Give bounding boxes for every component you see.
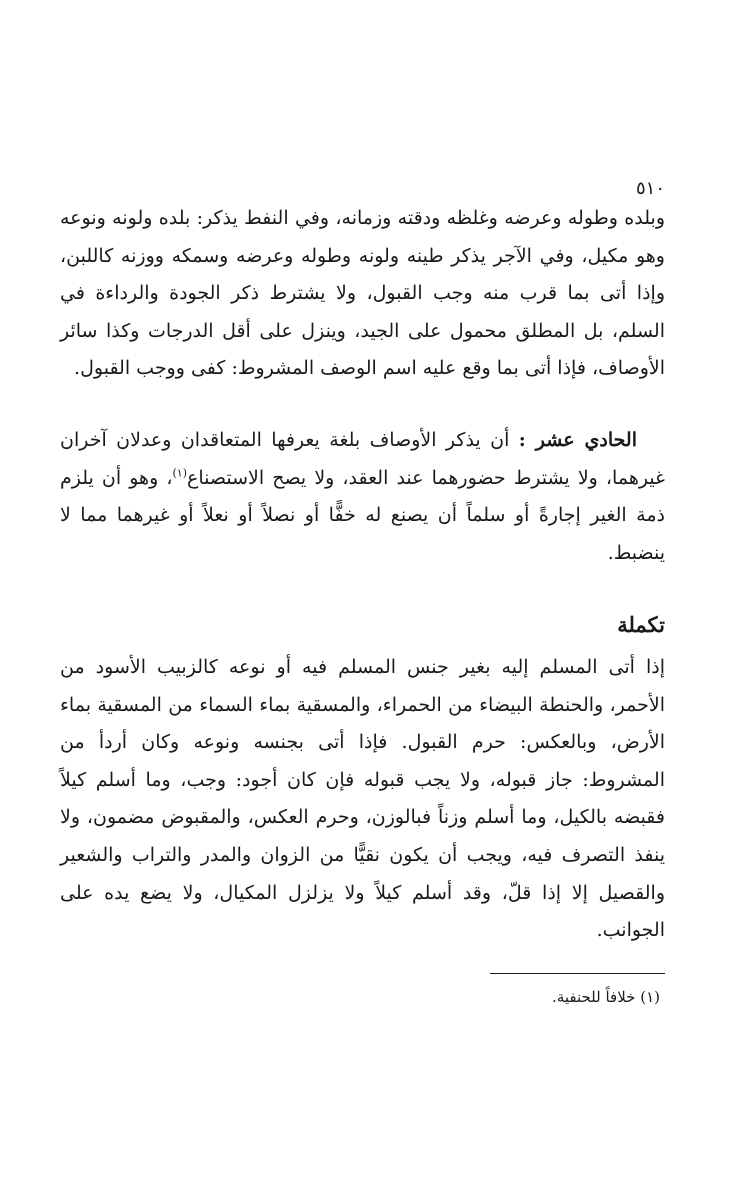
paragraph-2: [60, 422, 665, 572]
paragraph-1: وبلده وطوله وعرضه وغلظه ودقته وزمانه، وفي النفط يذكر: بلده ولونه ونوعه وهو مكيل، وفي الآجر يذكر طينه ولونه وطوله وعرضه وسمكه ووزنه كاللبن، وإذا أتى بما قرب منه وجب القبول، ولا يشترط ذكر الجودة والرداءة في السلم، بل المطلق محمول على الجيد، وينزل على أقل الدرجات وكذا سائر الأوصاف، فإذا أتى بما وقع عليه اسم الوصف المشروط: كفى ووجب القبول.: [60, 207, 665, 380]
page-number: ٥١٠: [635, 178, 665, 199]
paragraph-3: إذا أتى المسلم إليه بغير جنس المسلم فيه أو نوعه كالزبيب الأسود من الأحمر، والحنطة البيضاء من الحمراء، والمسقية بماء السماء من المسقية بماء الأرض، وبالعكس: حرم القبول. فإذا أتى بجنسه ونوعه وكان أردأ من المشروط: جاز قبوله، ولا يجب قبوله فإن كان أجود: وجب، وما أسلم كيلاً فقبضه بالكيل، وما أسلم وزناً فبالوزن، وحرم العكس، والمقبوض مضمون، ولا ينفذ التصرف فيه، ويجب أن يكون نقيًّا من الزوان والمدر والتراب والشعير والقصيل إلا إذا قلّ، وقد أسلم كيلاً ولا يزلزل المكيال، ولا يضع يده على الجوانب.: [60, 656, 665, 942]
paragraph-2-text: أن يذكر الأوصاف بلغة يعرفها المتعاقدان وعدلان آخران غيرهما، ولا يشترط حضورهما عند العقد، ولا يصح الاستصناع: [60, 429, 665, 489]
paragraph-2-text-continued: ، وهو أن يلزم ذمة الغير إجارةً أو سلماً أن يصنع له خفًّا أو نصلاً أو نعلاً أو غيرهما مما لا ينضبط.: [60, 466, 665, 564]
section-heading: تكملة: [617, 612, 665, 637]
paragraph-2-lead: الحادي عشر :: [518, 429, 637, 451]
footnote-reference: (١): [172, 466, 187, 480]
footnote-divider: [490, 973, 665, 974]
footnote: (١) خلافاً للحنفية.: [552, 988, 660, 1006]
